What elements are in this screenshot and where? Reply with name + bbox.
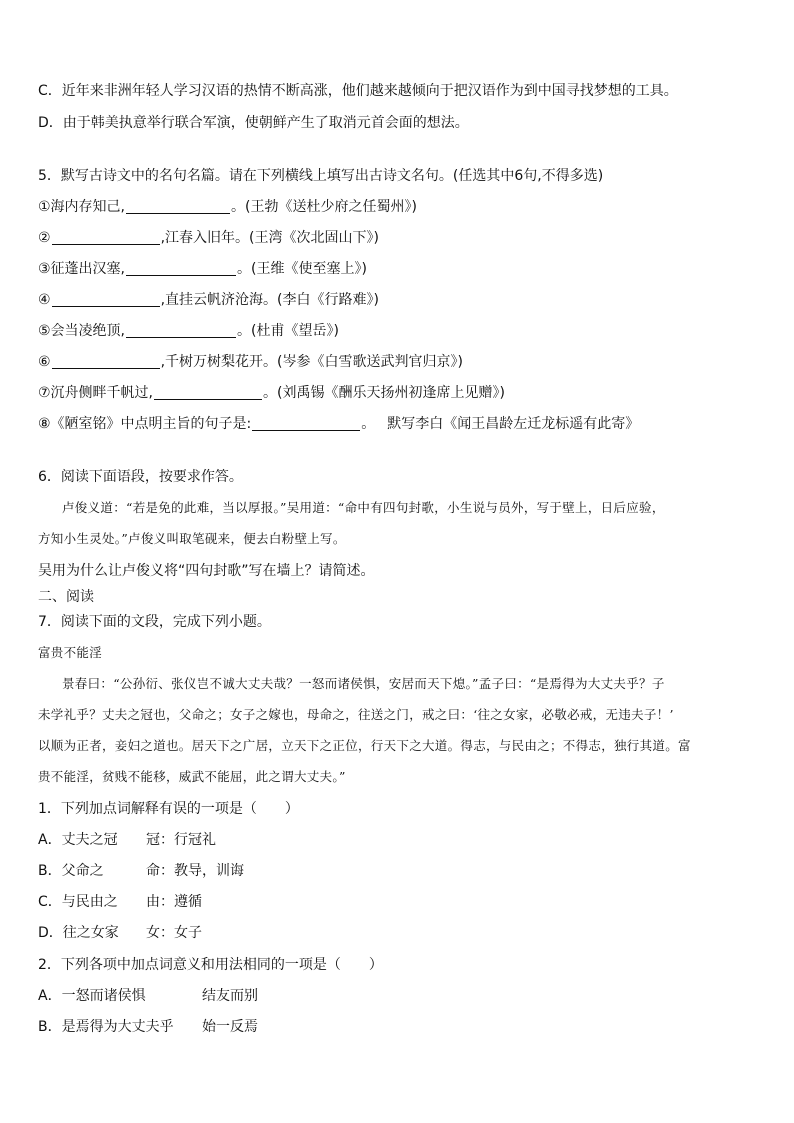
q6-passage-line-1: 卢俊义道：“若是免的此难，当以厚报。”吴用道：“命中有四句封歌，小生说与员外，写于壁上，日后应验， bbox=[62, 500, 665, 515]
section-heading-reading: 二、阅读 bbox=[38, 589, 94, 605]
q7-sub1-option-d[interactable] bbox=[38, 923, 202, 943]
q7-passage-line-3: 以顺为正者，妾妇之道也。居天下之广居，立天下之正位，行天下之大道。得志，与民由之；不得志，独行其道。富 bbox=[38, 738, 691, 753]
q5-item-1 bbox=[38, 197, 417, 217]
q5-item-6-pre: ⑥ bbox=[38, 354, 51, 370]
q5-item-8-post: 。 bbox=[361, 416, 376, 432]
option-gloss: 结友而别 bbox=[202, 988, 258, 1004]
q5-item-4 bbox=[38, 290, 379, 310]
q7-sub2-option-a[interactable] bbox=[38, 986, 258, 1006]
answer-blank[interactable] bbox=[52, 292, 160, 307]
q7-passage-line-4: 贵不能淫，贫贱不能移，威武不能屈，此之谓大丈夫。” bbox=[38, 769, 346, 784]
q5-item-7-post: 。(刘禹锡《酬乐天扬州初逢席上见赠》) bbox=[263, 385, 505, 401]
q5-item-1-pre: ①海内存知己, bbox=[38, 199, 126, 215]
q7-sub1-stem: 1．下列加点词解释有误的一项是（ ） bbox=[38, 801, 299, 817]
q5-item-6-post: ,千树万树梨花开。(岑参《白雪歌送武判官归京》) bbox=[160, 354, 463, 370]
q5-item-3 bbox=[38, 259, 367, 279]
q5-item-8-tail: 默写李白《闻王昌龄左迁龙标遥有此寄》 bbox=[387, 416, 640, 432]
q5-item-4-pre: ④ bbox=[38, 292, 51, 308]
option-label: C．与民由之 bbox=[38, 894, 118, 910]
q7-stem: 7．阅读下面的文段，完成下列小题。 bbox=[38, 614, 271, 630]
q5-item-7-pre: ⑦沉舟侧畔千帆过, bbox=[38, 385, 154, 401]
q5-item-3-pre: ③征蓬出汉塞, bbox=[38, 261, 126, 277]
q4-option-d: D．由于韩美执意举行联合军演，使朝鲜产生了取消元首会面的想法。 bbox=[38, 115, 469, 131]
q5-item-6 bbox=[38, 352, 463, 372]
q5-item-1-post: 。(王勃《送杜少府之任蜀州》) bbox=[231, 199, 417, 215]
option-gloss: 女：女子 bbox=[146, 925, 202, 941]
q5-item-5 bbox=[38, 321, 339, 341]
q5-stem: 5．默写古诗文中的名句名篇。请在下列横线上填写出古诗文名句。(任选其中6句,不得多选) bbox=[38, 168, 604, 184]
q5-item-2 bbox=[38, 228, 379, 248]
q7-sub1-option-b[interactable] bbox=[38, 861, 244, 881]
q5-item-2-post: ,江春入旧年。(王湾《次北固山下》) bbox=[160, 230, 379, 246]
q5-item-8-pre: ⑧《陋室铭》中点明主旨的句子是: bbox=[38, 416, 252, 432]
option-gloss: 命：教导，训诲 bbox=[146, 863, 244, 879]
q7-sub1-option-a[interactable] bbox=[38, 830, 216, 850]
q7-passage-line-2: 未学礼乎？丈夫之冠也，父命之；女子之嫁也，母命之，往送之门，戒之曰：‘往之女家，必敬必戒，无违夫子！’ bbox=[38, 707, 674, 722]
q5-item-4-post: ,直挂云帆济沧海。(李白《行路难》) bbox=[160, 292, 379, 308]
answer-blank[interactable] bbox=[126, 199, 230, 214]
answer-blank[interactable] bbox=[252, 416, 360, 431]
option-label: B．父命之 bbox=[38, 863, 104, 879]
q6-stem: 6．阅读下面语段，按要求作答。 bbox=[38, 469, 243, 485]
q5-item-8 bbox=[38, 414, 639, 434]
q7-sub2-option-b[interactable] bbox=[38, 1017, 258, 1037]
q6-question: 吴用为什么让卢俊义将“四句封歌”写在墙上？请简述。 bbox=[38, 563, 375, 579]
q6-passage-line-2: 方知小生灵处。”卢俊义叫取笔砚来，便去白粉壁上写。 bbox=[38, 531, 346, 546]
answer-blank[interactable] bbox=[126, 323, 236, 338]
q5-item-5-pre: ⑤会当凌绝顶, bbox=[38, 323, 126, 339]
option-label: D．往之女家 bbox=[38, 925, 119, 941]
q4-option-c: C．近年来非洲年轻人学习汉语的热情不断高涨，他们越来越倾向于把汉语作为到中国寻找梦想的工具。 bbox=[38, 83, 678, 99]
option-gloss: 冠：行冠礼 bbox=[146, 832, 216, 848]
option-label: A．丈夫之冠 bbox=[38, 832, 118, 848]
q5-item-2-pre: ② bbox=[38, 230, 51, 246]
q7-passage-line-1: 景春曰：“公孙衍、张仪岂不诚大丈夫哉？一怒而诸侯惧，安居而天下熄。”孟子曰：“是焉得为大丈夫乎？子 bbox=[62, 676, 665, 691]
option-gloss: 由：遵循 bbox=[146, 894, 202, 910]
option-gloss: 始一反焉 bbox=[202, 1019, 258, 1035]
q5-item-3-post: 。(王维《使至塞上》) bbox=[237, 261, 367, 277]
answer-blank[interactable] bbox=[52, 354, 160, 369]
option-label: A．一怒而诸侯惧 bbox=[38, 988, 146, 1004]
answer-blank[interactable] bbox=[126, 261, 236, 276]
q5-item-5-post: 。(杜甫《望岳》) bbox=[237, 323, 339, 339]
answer-blank[interactable] bbox=[52, 230, 160, 245]
answer-blank[interactable] bbox=[154, 385, 262, 400]
q7-passage-title: 富贵不能淫 bbox=[38, 645, 103, 660]
q5-item-7 bbox=[38, 383, 505, 403]
q7-sub2-stem: 2．下列各项中加点词意义和用法相同的一项是（ ） bbox=[38, 957, 383, 973]
q7-sub1-option-c[interactable] bbox=[38, 892, 202, 912]
option-label: B．是焉得为大丈夫乎 bbox=[38, 1019, 174, 1035]
